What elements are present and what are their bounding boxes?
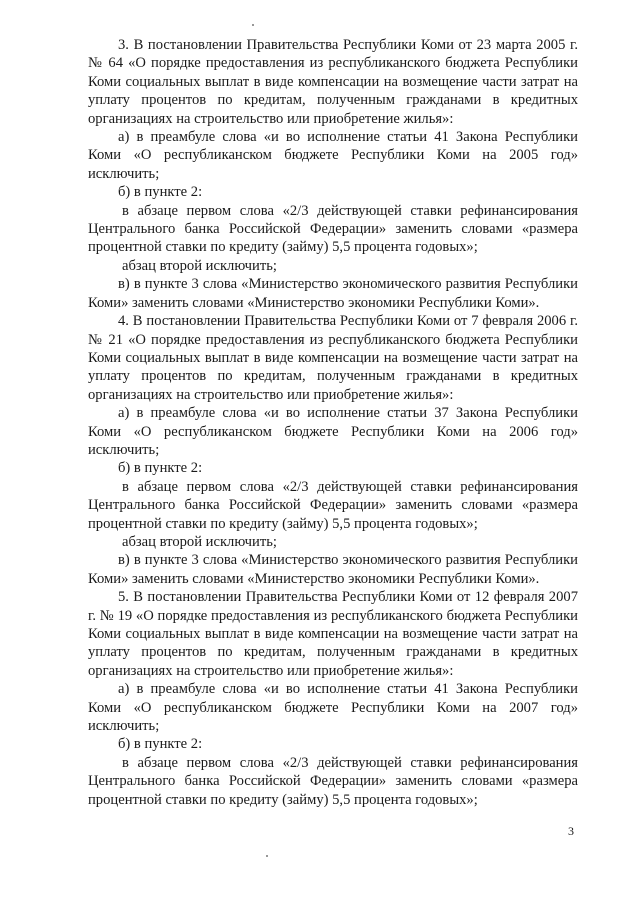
paragraph-5b-first: в абзаце первом слова «2/3 действующей ставки рефинансирования Центрального банка Российской Федерации» заменить словами «размера процентной ставки по кредиту (займу) 5,5 процента годовых»; [88, 754, 578, 808]
paragraph-4a: а) в преамбуле слова «и во исполнение статьи 37 Закона Республики Коми «О республиканском бюджете Республики Коми на 2006 год» исключить; [88, 405, 578, 458]
page-number: 3 [568, 824, 574, 838]
paragraph-section-5-intro: 5. В постановлении Правительства Республики Коми от 12 февраля 2007 г. № 19 «О порядке предоставления из республиканского бюджета Республики Коми социальных выплат в виде компенсации на возмещение части затрат на уплату процентов по кредитам, полученным гражданами в кредитных организациях на строительство или приобретение жилья»: [88, 589, 578, 679]
paragraph-3b-first: в абзаце первом слова «2/3 действующей ставки рефинансирования Центрального банка Российской Федерации» заменить словами «размера процентной ставки по кредиту (займу) 5,5 процента годовых»; [88, 202, 578, 256]
paragraph-3b-second: абзац второй исключить; [122, 257, 277, 274]
paragraph-5b: б) в пункте 2: [118, 736, 203, 753]
paragraph-3c: в) в пункте 3 слова «Министерство экономического развития Республики Коми» заменить словами «Министерство экономики Республики Коми». [88, 276, 578, 311]
document-body [88, 36, 578, 809]
paragraph-5a: а) в преамбуле слова «и во исполнение статьи 41 Закона Республики Коми «О республиканском бюджете Республики Коми на 2007 год» исключить; [88, 681, 578, 735]
paragraph-4b: б) в пункте 2: [118, 460, 203, 477]
scan-speck [252, 24, 254, 26]
scan-speck [266, 855, 268, 857]
paragraph-4b-second: абзац второй исключить; [122, 533, 277, 550]
paragraph-3b: б) в пункте 2: [118, 184, 203, 201]
paragraph-section-3-intro: 3. В постановлении Правительства Республики Коми от 23 марта 2005 г. № 64 «О порядке предоставления из республиканского бюджета Республики Коми социальных выплат в виде компенсации на возмещение части затрат на уплату процентов по кредитам, полученным гражданами в кредитных организациях на строительство или приобретение жилья»: [88, 37, 578, 127]
paragraph-section-4-intro: 4. В постановлении Правительства Республики Коми от 7 февраля 2006 г. № 21 «О порядке предоставления из республиканского бюджета Республики Коми социальных выплат в виде компенсации на возмещение части затрат на уплату процентов по кредитам, полученным гражданами в кредитных организациях на строительство или приобретение жилья»: [88, 313, 578, 403]
paragraph-4b-first: в абзаце первом слова «2/3 действующей ставки рефинансирования Центрального банка Российской Федерации» заменить словами «размера процентной ставки по кредиту (займу) 5,5 процента годовых»; [88, 478, 578, 532]
paragraph-3a: а) в преамбуле слова «и во исполнение статьи 41 Закона Республики Коми «О республиканском бюджете Республики Коми на 2005 год» исключить; [88, 129, 578, 182]
paragraph-4c: в) в пункте 3 слова «Министерство экономического развития Республики Коми» заменить словами «Министерство экономики Республики Коми». [88, 552, 578, 587]
